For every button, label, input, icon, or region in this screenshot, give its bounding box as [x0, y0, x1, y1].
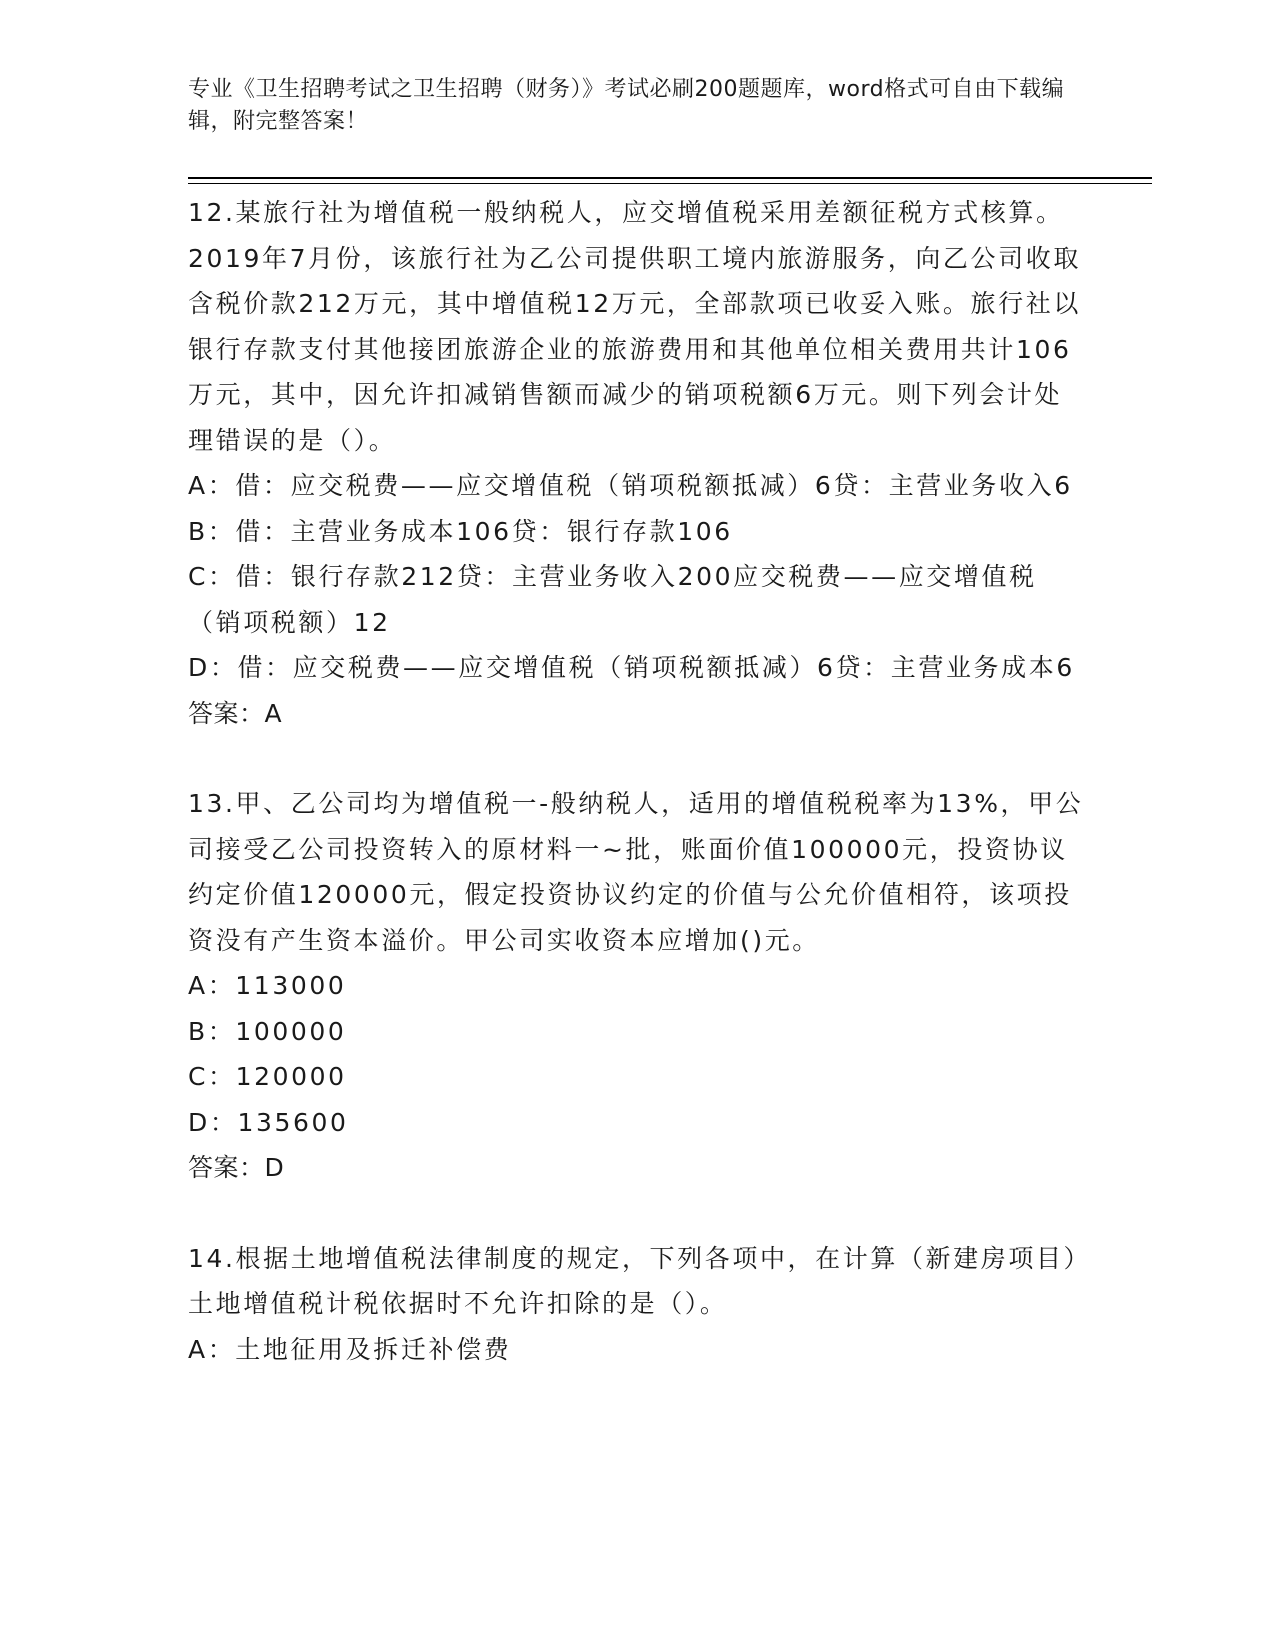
answer-line: 答案：D: [188, 1153, 285, 1182]
question-13: [188, 781, 1088, 1191]
question-stem: 14.根据土地增值税法律制度的规定，下列各项中，在计算（新建房项目）土地增值税计税依据时不允许扣除的是（）。: [188, 1243, 1079, 1318]
question-stem: 12.某旅行社为增值税一般纳税人，应交增值税采用差额征税方式核算。2019年7月份，该旅行社为乙公司提供职工境内旅游服务，向乙公司收取含税价款212万元，其中增值税12万元，全部款项已收妥入账。旅行社以银行存款支付其他接团旅游企业的旅游费用和其他单位相关费用共计106万元，其中，因允许扣减销售额而减少的销项税额6万元。则下列会计处理错误的是（）。: [188, 198, 1081, 455]
option-d: D：借：应交税费——应交增值税（销项税额抵减）6贷：主营业务成本6: [188, 653, 1075, 682]
option-b: B：借：主营业务成本106贷：银行存款106: [188, 516, 733, 546]
option-c: C：借：银行存款212贷：主营业务收入200应交税费——应交增值税（销项税额）12: [188, 562, 1037, 637]
question-12: [188, 190, 1088, 736]
option-a: A：借：应交税费——应交增值税（销项税额抵减）6贷：主营业务收入6: [188, 471, 1073, 500]
option-d: D：135600: [188, 1107, 349, 1137]
document-header: 专业《卫生招聘考试之卫生招聘（财务）》考试必刷200题题库，word格式可自由下载编辑，附完整答案！: [188, 77, 1065, 134]
header-divider-thin: [188, 183, 1152, 184]
option-a: A：土地征用及拆迁补偿费: [188, 1334, 512, 1364]
header-divider-thick: [188, 177, 1152, 179]
option-a: A：113000: [188, 971, 347, 1000]
answer-line: 答案：A: [188, 698, 283, 728]
question-list: [188, 190, 1088, 1372]
option-c: C：120000: [188, 1062, 347, 1091]
question-14: [188, 1236, 1088, 1373]
question-stem: 13.甲、乙公司均为增值税一-般纳税人，适用的增值税税率为13%，甲公司接受乙公司投资转入的原材料一~批，账面价值100000元，投资协议约定价值120000元，假定投资协议约定的价值与公允价值相符，该项投资没有产生资本溢价。甲公司实收资本应增加()元。: [188, 789, 1084, 955]
option-b: B：100000: [188, 1016, 347, 1046]
